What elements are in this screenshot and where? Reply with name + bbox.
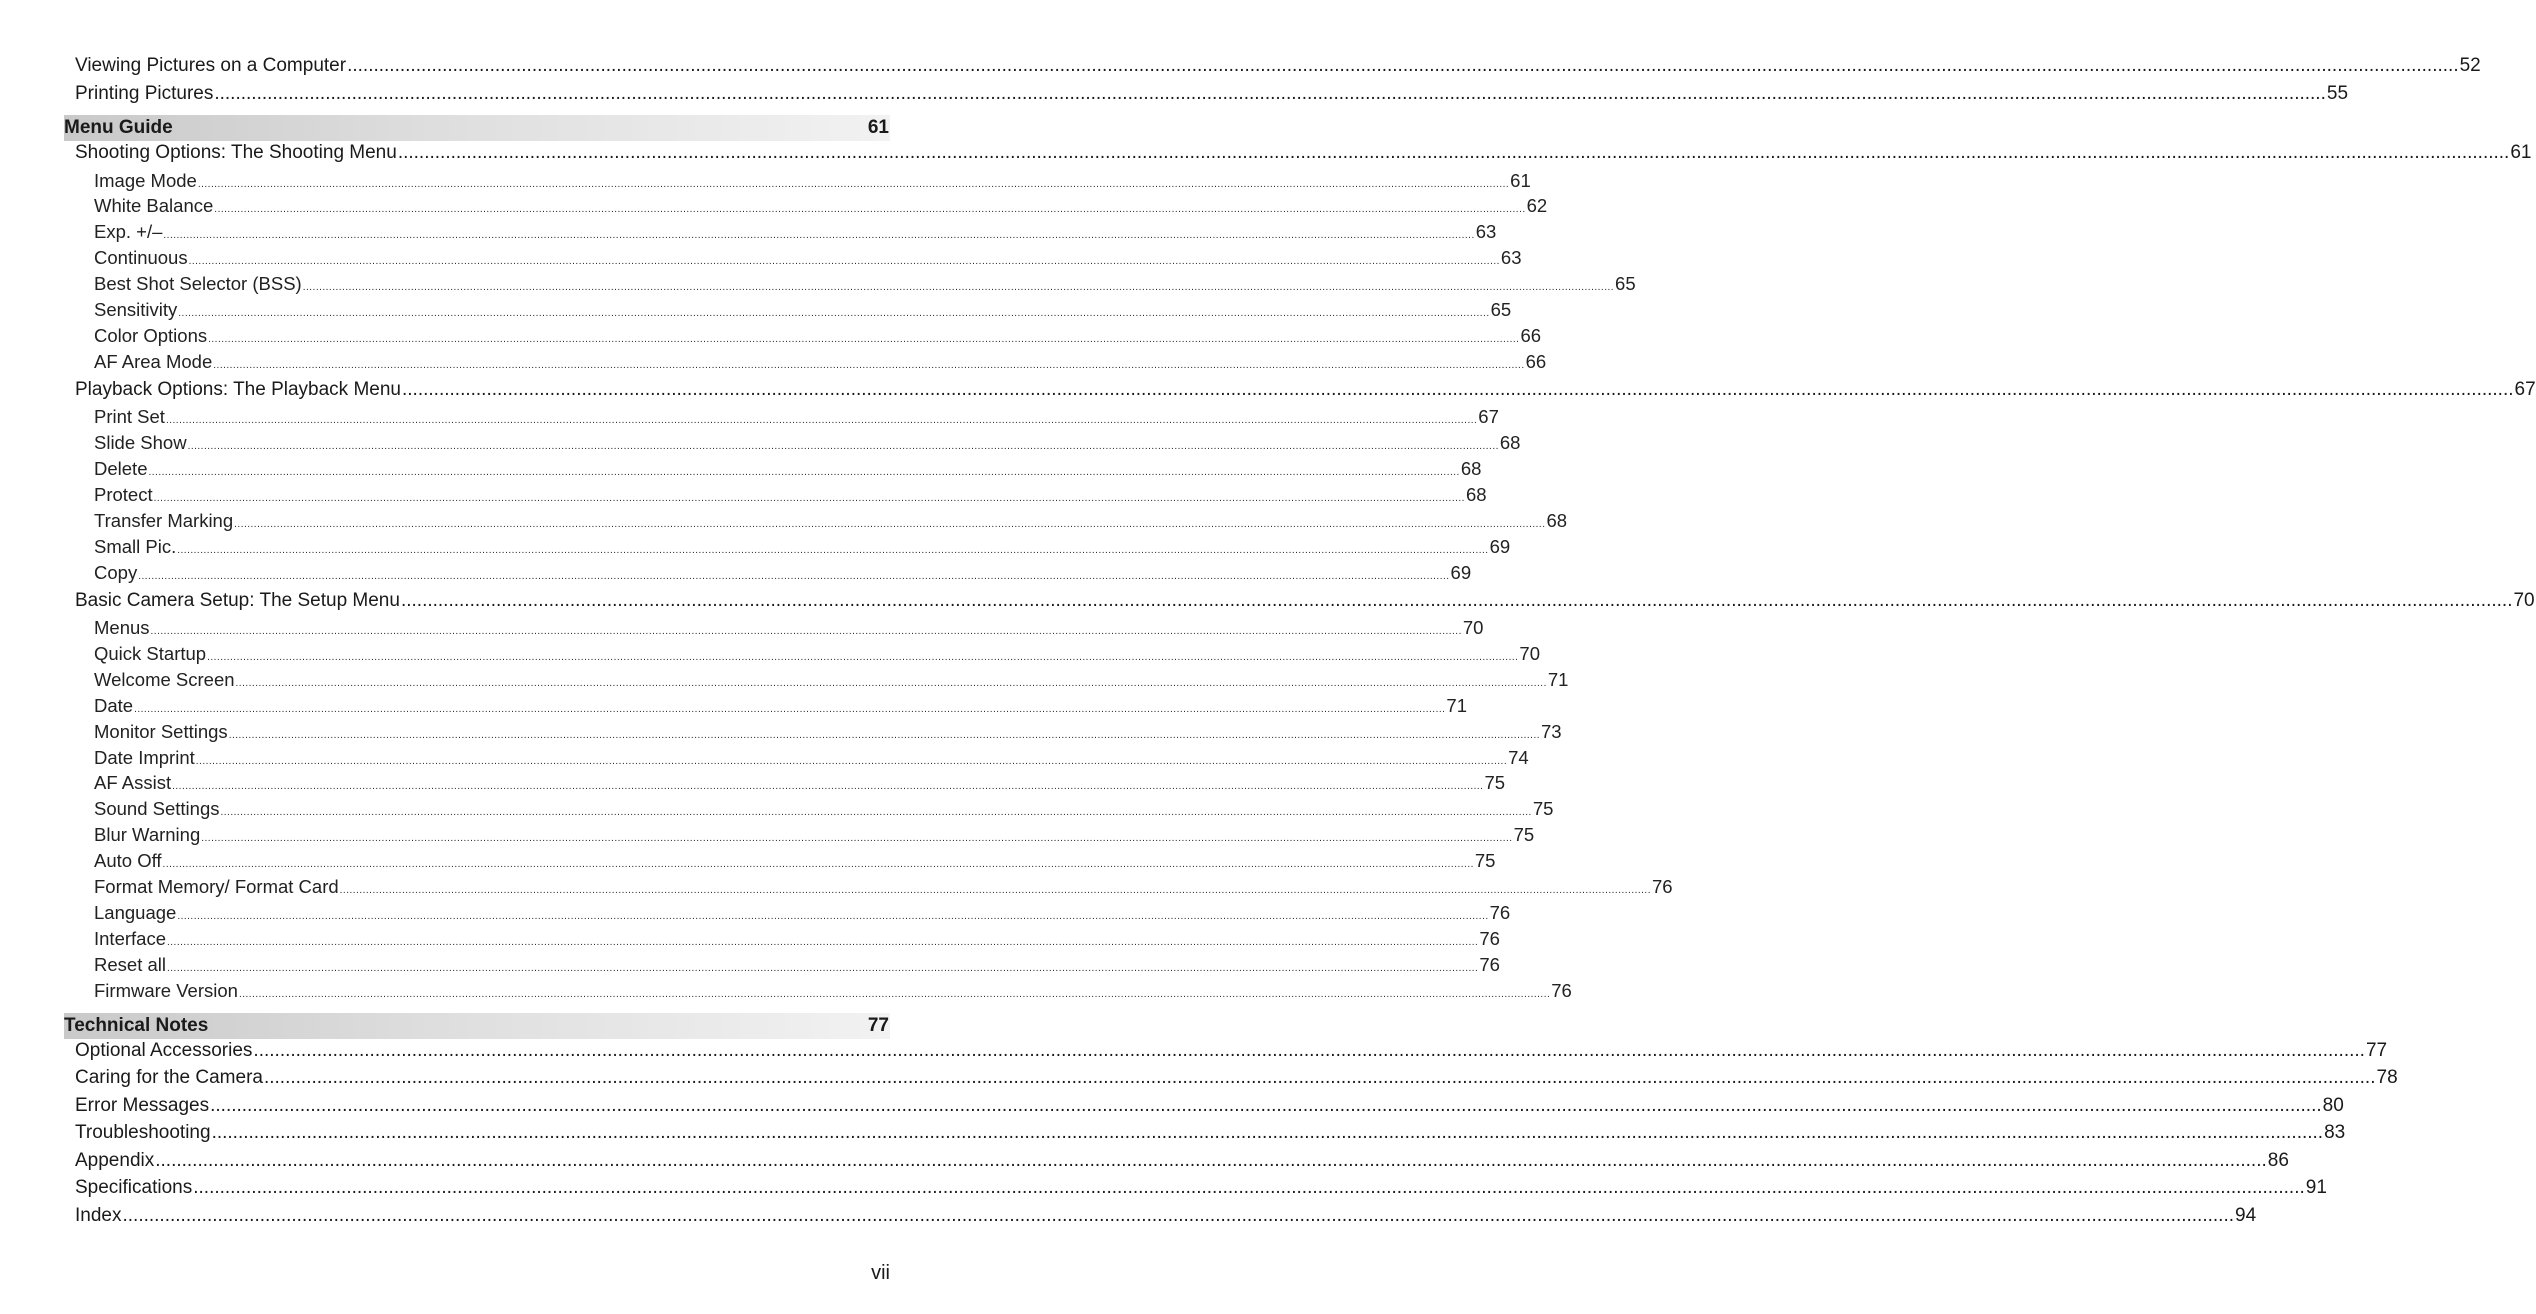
entry-page: 74: [1508, 746, 1529, 768]
dot-leader: ................................................................................................................................................................................................................................................................................................................................................................................................................: [155, 1149, 2267, 1171]
toc-subentry[interactable]: [94, 195, 1548, 217]
entry-page: 61: [2510, 142, 2532, 163]
dot-leader: ................................................................................................................................................................................................................................................................................................................................................................................................................: [193, 1177, 2305, 1198]
entry-title: Copy: [94, 561, 138, 583]
entry-page: 91: [2305, 1177, 2327, 1198]
entry-page: 68: [1460, 458, 1482, 479]
toc-subentry[interactable]: [94, 901, 1511, 924]
entry-title: White Balance: [94, 195, 214, 217]
entry-page: 73: [1541, 720, 1562, 742]
entry-page: 67: [1478, 406, 1499, 428]
entry-title: Best Shot Selector (BSS): [94, 273, 302, 295]
entry-page: 76: [1551, 979, 1572, 1001]
entry-page: 66: [1525, 350, 1547, 372]
toc-entry[interactable]: [75, 1204, 2257, 1227]
dot-leader: ................................................................................................................................................................................................................................................................................................................................................................................................................: [211, 1122, 2324, 1143]
toc-subentry[interactable]: [94, 509, 1568, 532]
entry-page: 76: [1479, 953, 1500, 975]
dot-leader: ................................................................................................................................................................................................................................................................................................................................................................................................................: [213, 359, 1525, 371]
entry-title: Reset all: [94, 953, 166, 975]
entry-title: Interface: [94, 927, 166, 949]
entry-page: 80: [2322, 1094, 2344, 1116]
toc-subentry[interactable]: [94, 561, 1472, 584]
entry-title: Caring for the Camera: [75, 1067, 263, 1088]
entry-page: 63: [1475, 221, 1497, 243]
toc-subentry[interactable]: [94, 979, 1572, 1002]
section-page: 61: [867, 117, 889, 138]
entry-page: 65: [1615, 273, 1636, 295]
entry-title: Auto Off: [94, 850, 162, 872]
entry-page: 69: [1450, 561, 1472, 583]
entry-page: 68: [1546, 509, 1568, 531]
toc-subentry[interactable]: [94, 746, 1529, 769]
dot-leader: ................................................................................................................................................................................................................................................................................................................................................................................................................: [400, 589, 2513, 611]
entry-title: Specifications: [75, 1177, 193, 1198]
toc-entry[interactable]: [75, 1094, 2344, 1117]
dot-leader: ................................................................................................................................................................................................................................................................................................................................................................................................................: [347, 55, 2459, 76]
entry-title: Welcome Screen: [94, 668, 235, 690]
dot-leader: ................................................................................................................................................................................................................................................................................................................................................................................................................: [138, 570, 1450, 582]
entry-page: 75: [1513, 824, 1535, 846]
dot-leader: ................................................................................................................................................................................................................................................................................................................................................................................................................: [178, 308, 1490, 319]
dot-leader: ................................................................................................................................................................................................................................................................................................................................................................................................................: [302, 282, 1615, 294]
toc-entry[interactable]: [75, 1149, 2289, 1172]
entry-page: 70: [1519, 642, 1540, 664]
dot-leader: ................................................................................................................................................................................................................................................................................................................................................................................................................: [187, 441, 1499, 453]
toc-subentry[interactable]: [94, 927, 1500, 950]
dot-leader: ................................................................................................................................................................................................................................................................................................................................................................................................................: [207, 651, 1519, 663]
toc-subentry[interactable]: [94, 535, 1511, 558]
entry-page: 94: [2235, 1204, 2257, 1226]
dot-leader: ................................................................................................................................................................................................................................................................................................................................................................................................................: [263, 1067, 2376, 1088]
entry-title: Menus: [94, 617, 150, 638]
toc-subentry[interactable]: [94, 720, 1562, 743]
toc-entry[interactable]: [75, 55, 2481, 77]
entry-title: Delete: [94, 458, 148, 479]
toc-entry[interactable]: [75, 1039, 2388, 1062]
entry-title: Image Mode: [94, 169, 197, 191]
dot-leader: ................................................................................................................................................................................................................................................................................................................................................................................................................: [228, 729, 1541, 741]
entry-title: Appendix: [75, 1149, 155, 1171]
dot-leader: ................................................................................................................................................................................................................................................................................................................................................................................................................: [172, 781, 1484, 793]
dot-leader: ................................................................................................................................................................................................................................................................................................................................................................................................................: [177, 544, 1489, 556]
section-title: Technical Notes: [64, 1014, 209, 1036]
entry-page: 70: [2513, 589, 2535, 611]
entry-title: Quick Startup: [94, 642, 207, 664]
entry-title: Sound Settings: [94, 798, 220, 820]
entry-page: 76: [1479, 927, 1500, 949]
entry-page: 75: [1532, 798, 1554, 820]
toc-subentry[interactable]: [94, 273, 1636, 295]
toc-entry[interactable]: [75, 589, 2535, 612]
entry-title: Color Options: [94, 324, 208, 346]
entry-title: Shooting Options: The Shooting Menu: [75, 142, 397, 163]
toc-subentry[interactable]: [94, 324, 1542, 347]
toc-subentry[interactable]: [94, 824, 1535, 846]
entry-title: Date: [94, 694, 134, 716]
toc-subentry[interactable]: [94, 299, 1512, 321]
toc-subentry[interactable]: [94, 350, 1547, 373]
entry-page: 61: [1510, 169, 1531, 191]
dot-leader: ................................................................................................................................................................................................................................................................................................................................................................................................................: [214, 82, 2326, 104]
entry-title: Basic Camera Setup: The Setup Menu: [75, 589, 400, 611]
entry-page: 71: [1547, 668, 1569, 690]
entry-page: 76: [1651, 876, 1673, 897]
toc-section-heading: [64, 115, 890, 141]
dot-leader: ................................................................................................................................................................................................................................................................................................................................................................................................................: [134, 703, 1446, 715]
dot-leader: ................................................................................................................................................................................................................................................................................................................................................................................................................: [397, 142, 2510, 163]
dot-leader: ................................................................................................................................................................................................................................................................................................................................................................................................................: [177, 910, 1489, 922]
toc-subentry[interactable]: [94, 772, 1506, 794]
entry-page: 65: [1490, 299, 1512, 320]
dot-leader: ................................................................................................................................................................................................................................................................................................................................................................................................................: [148, 467, 1460, 478]
toc-entry[interactable]: [75, 1067, 2398, 1089]
entry-title: Optional Accessories: [75, 1039, 253, 1061]
entry-title: AF Assist: [94, 772, 172, 794]
entry-title: Exp. +/–: [94, 221, 163, 243]
dot-leader: ................................................................................................................................................................................................................................................................................................................................................................................................................: [214, 204, 1526, 216]
toc-entry[interactable]: [75, 82, 2349, 105]
dot-leader: ................................................................................................................................................................................................................................................................................................................................................................................................................: [238, 988, 1551, 1000]
dot-leader: ................................................................................................................................................................................................................................................................................................................................................................................................................: [163, 230, 1475, 242]
entry-page: 70: [1462, 617, 1484, 638]
entry-title: Language: [94, 901, 177, 923]
toc-subentry[interactable]: [94, 169, 1531, 192]
dot-leader: ................................................................................................................................................................................................................................................................................................................................................................................................................: [153, 492, 1465, 504]
entry-page: 83: [2324, 1122, 2346, 1143]
toc-subentry[interactable]: [94, 798, 1554, 820]
toc-entry[interactable]: [75, 378, 2536, 401]
entry-page: 78: [2376, 1067, 2398, 1088]
dot-leader: ................................................................................................................................................................................................................................................................................................................................................................................................................: [122, 1204, 2235, 1226]
entry-title: Small Pic.: [94, 535, 177, 557]
entry-title: Date Imprint: [94, 746, 195, 768]
entry-title: Troubleshooting: [75, 1122, 211, 1143]
entry-title: Transfer Marking: [94, 509, 234, 531]
entry-title: Protect: [94, 483, 153, 505]
entry-title: AF Area Mode: [94, 350, 213, 372]
dot-leader: ................................................................................................................................................................................................................................................................................................................................................................................................................: [339, 885, 1651, 896]
entry-page: 68: [1465, 483, 1487, 505]
dot-leader: ................................................................................................................................................................................................................................................................................................................................................................................................................: [235, 677, 1547, 689]
entry-page: 67: [2514, 378, 2536, 400]
entry-title: Playback Options: The Playback Menu: [75, 378, 401, 400]
toc-subentry[interactable]: [94, 617, 1484, 639]
entry-title: Error Messages: [75, 1094, 210, 1116]
dot-leader: ................................................................................................................................................................................................................................................................................................................................................................................................................: [208, 333, 1520, 345]
entry-page: 62: [1526, 195, 1548, 217]
entry-title: Print Set: [94, 406, 165, 428]
toc-subentry[interactable]: [94, 850, 1496, 872]
entry-title: Viewing Pictures on a Computer: [75, 55, 347, 76]
dot-leader: ................................................................................................................................................................................................................................................................................................................................................................................................................: [253, 1039, 2365, 1061]
entry-page: 55: [2326, 82, 2349, 104]
entry-page: 76: [1489, 901, 1511, 923]
entry-page: 75: [1474, 850, 1496, 872]
entry-page: 52: [2459, 55, 2481, 76]
toc-section-heading: [64, 1013, 890, 1039]
entry-title: Firmware Version: [94, 979, 238, 1001]
entry-page: 68: [1499, 432, 1521, 454]
dot-leader: ................................................................................................................................................................................................................................................................................................................................................................................................................: [162, 859, 1474, 871]
entry-page: 63: [1500, 247, 1522, 269]
toc-subentry[interactable]: [94, 406, 1499, 428]
dot-leader: ................................................................................................................................................................................................................................................................................................................................................................................................................: [210, 1094, 2322, 1116]
entry-title: Blur Warning: [94, 824, 201, 846]
entry-page: 71: [1446, 694, 1467, 716]
dot-leader: ................................................................................................................................................................................................................................................................................................................................................................................................................: [166, 962, 1479, 974]
entry-page: 86: [2267, 1149, 2289, 1171]
dot-leader: ................................................................................................................................................................................................................................................................................................................................................................................................................: [167, 936, 1479, 948]
entry-title: Sensitivity: [94, 299, 178, 320]
entry-title: Continuous: [94, 247, 188, 269]
toc-subentry[interactable]: [94, 483, 1487, 506]
section-title: Menu Guide: [64, 117, 173, 138]
toc-subentry[interactable]: [94, 458, 1482, 480]
dot-leader: ................................................................................................................................................................................................................................................................................................................................................................................................................: [188, 256, 1500, 268]
dot-leader: ................................................................................................................................................................................................................................................................................................................................................................................................................: [195, 755, 1508, 767]
entry-title: Index: [75, 1204, 122, 1226]
dot-leader: ................................................................................................................................................................................................................................................................................................................................................................................................................: [197, 178, 1510, 190]
toc-subentry[interactable]: [94, 694, 1467, 717]
entry-title: Monitor Settings: [94, 720, 228, 742]
toc-entry[interactable]: [75, 1177, 2327, 1199]
dot-leader: ................................................................................................................................................................................................................................................................................................................................................................................................................: [234, 518, 1546, 530]
toc-subentry[interactable]: [94, 432, 1521, 454]
dot-leader: ................................................................................................................................................................................................................................................................................................................................................................................................................: [201, 833, 1513, 845]
entry-title: Slide Show: [94, 432, 187, 454]
entry-title: Format Memory/ Format Card: [94, 876, 339, 897]
page-number: vii: [871, 1262, 890, 1284]
entry-title: Printing Pictures: [75, 82, 214, 104]
toc-subentry[interactable]: [94, 876, 1673, 898]
entry-page: 77: [2365, 1039, 2388, 1061]
dot-leader: ................................................................................................................................................................................................................................................................................................................................................................................................................: [402, 378, 2514, 400]
dot-leader: ................................................................................................................................................................................................................................................................................................................................................................................................................: [220, 807, 1532, 819]
entry-page: 66: [1520, 324, 1542, 346]
toc-subentry[interactable]: [94, 668, 1569, 691]
toc-subentry[interactable]: [94, 247, 1522, 269]
dot-leader: ................................................................................................................................................................................................................................................................................................................................................................................................................: [165, 415, 1478, 427]
toc-entry[interactable]: [75, 142, 2532, 164]
entry-page: 69: [1489, 535, 1511, 557]
section-page: 77: [867, 1014, 889, 1036]
toc-subentry[interactable]: [94, 221, 1497, 243]
dot-leader: ................................................................................................................................................................................................................................................................................................................................................................................................................: [150, 626, 1462, 637]
toc-entry[interactable]: [75, 1122, 2346, 1144]
entry-page: 75: [1484, 772, 1506, 794]
toc-subentry[interactable]: [94, 642, 1540, 665]
toc-subentry[interactable]: [94, 953, 1500, 976]
